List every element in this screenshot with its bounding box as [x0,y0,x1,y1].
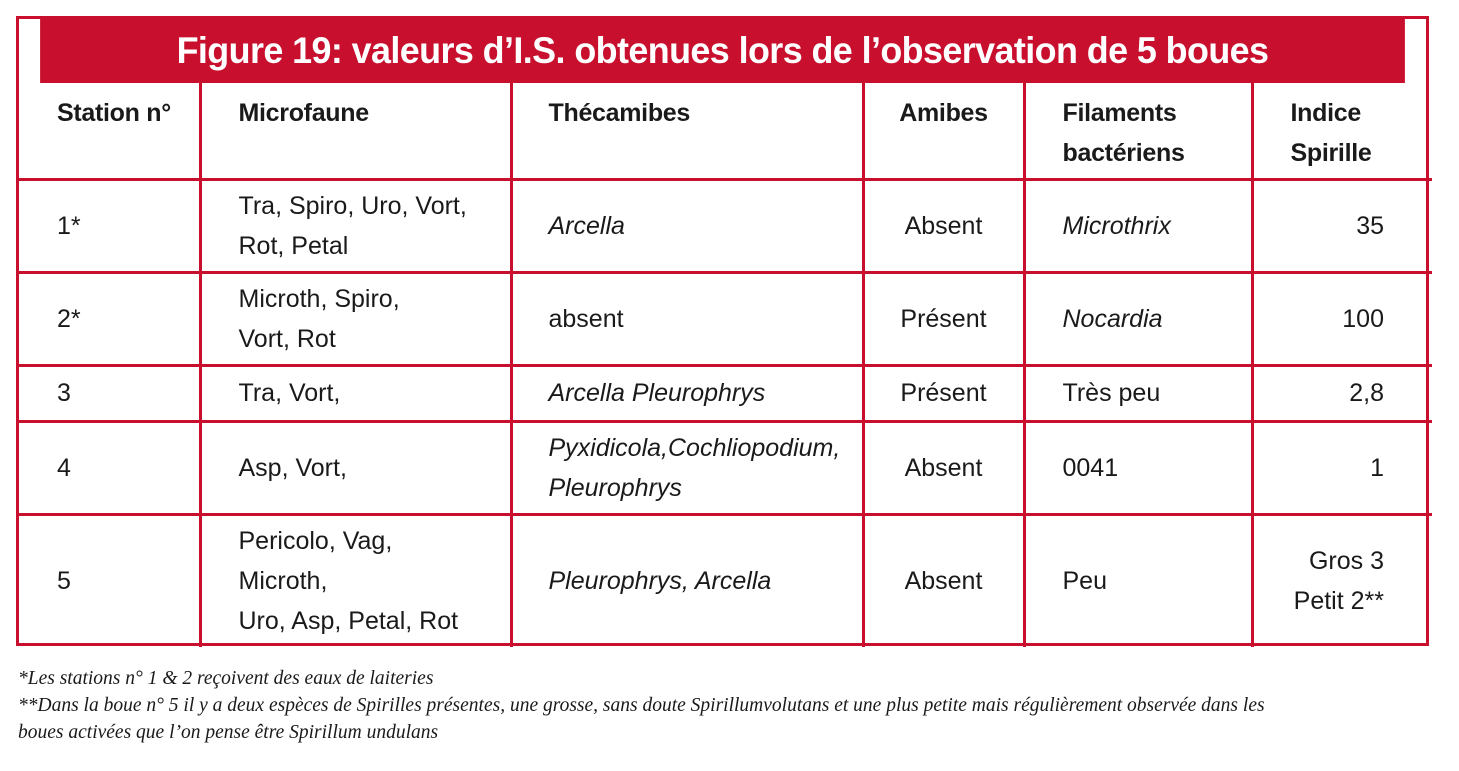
cell-filaments: Très peu [1024,365,1252,421]
header-microfaune: Microfaune [200,83,511,179]
cell-microfaune [200,365,511,421]
indice-line: 2,8 [1349,379,1384,407]
cell-indice-spirille [1252,514,1432,647]
cell-thecamibes [511,365,863,421]
cell-amibes: Présent [863,272,1024,365]
header-filaments [1024,83,1252,179]
footnotes [18,665,1453,746]
cell-indice-spirille [1252,272,1432,365]
indice-line: 100 [1342,304,1384,333]
indice-line: 35 [1356,211,1384,240]
indice-line: Gros 3 [1308,547,1384,576]
footnote-spirilla-line2: boues activées que l’on pense être Spirillum undulans [18,722,439,743]
cell-indice-spirille [1252,421,1432,514]
thecamibes-line: Pleurophrys [548,473,682,502]
microfaune-line: Tra, Spiro, Uro, Vort, [238,191,467,220]
indice-line: Petit 2** [1293,587,1384,616]
cell-thecamibes [511,421,863,514]
header-indice [1252,83,1432,179]
cell-thecamibes [511,179,863,272]
footnote-dairy-stations: *Les stations n° 1 & 2 reçoivent des eaux de laiteries [18,668,434,689]
microfaune-line: Pericolo, Vag, [238,527,393,556]
thecamibes-line: Arcella [548,211,625,240]
cell-microfaune [200,421,511,514]
cell-thecamibes [511,272,863,365]
microfaune-line: Microth, Spiro, [238,284,400,313]
cell-station: 1* [19,179,200,272]
cell-filaments: Nocardia [1024,272,1252,365]
figure-title: Figure 19: valeurs d’I.S. obtenues lors de l’observation de 5 boues [40,19,1405,83]
microfaune-line: Tra, Vort, [238,379,341,407]
microfaune-line: Vort, Rot [238,324,336,353]
table-row [19,365,1432,421]
header-thecamibes: Thécamibes [511,83,863,179]
cell-microfaune [200,179,511,272]
cell-thecamibes [511,514,863,647]
thecamibes-line: Pleurophrys, Arcella [548,567,772,596]
indice-line: 1 [1370,453,1384,482]
cell-amibes: Absent [863,514,1024,647]
table-row [19,272,1432,365]
table-row [19,421,1432,514]
microfaune-line: Rot, Petal [238,231,349,260]
cell-amibes: Absent [863,179,1024,272]
cell-station: 5 [19,514,200,647]
microfaune-line: Asp, Vort, [238,453,347,482]
header-indice-line1: Indice [1290,99,1361,127]
footnote-spirilla-line1: **Dans la boue n° 5 il y a deux espèces de Spirilles présentes, une grosse, sans doute Spirillumvolutans et une plus petite mais régulièrement observée dans les [18,695,1265,716]
header-amibes: Amibes [863,83,1024,179]
sludge-observation-table [19,83,1432,647]
cell-filaments: 0041 [1024,421,1252,514]
thecamibes-line: absent [548,304,624,333]
cell-indice-spirille [1252,365,1432,421]
cell-microfaune [200,272,511,365]
table-header-row [19,83,1432,179]
header-indice-line2: Spirille [1290,139,1372,167]
thecamibes-line: Arcella Pleurophrys [548,379,766,407]
cell-station: 3 [19,365,200,421]
header-filaments-line1: Filaments [1062,99,1177,127]
cell-filaments: Microthrix [1024,179,1252,272]
cell-filaments: Peu [1024,514,1252,647]
cell-amibes: Présent [863,365,1024,421]
table-row [19,514,1432,647]
cell-indice-spirille [1252,179,1432,272]
cell-station: 2* [19,272,200,365]
thecamibes-line: Pyxidicola,Cochliopodium, [548,433,841,462]
header-station: Station n° [19,83,200,179]
cell-microfaune [200,514,511,647]
microfaune-line: Uro, Asp, Petal, Rot [238,607,459,636]
microfaune-line: Microth, [238,567,328,596]
cell-amibes: Absent [863,421,1024,514]
table-row [19,179,1432,272]
figure-table-container [16,16,1429,646]
header-filaments-line2: bactériens [1062,139,1185,167]
cell-station: 4 [19,421,200,514]
